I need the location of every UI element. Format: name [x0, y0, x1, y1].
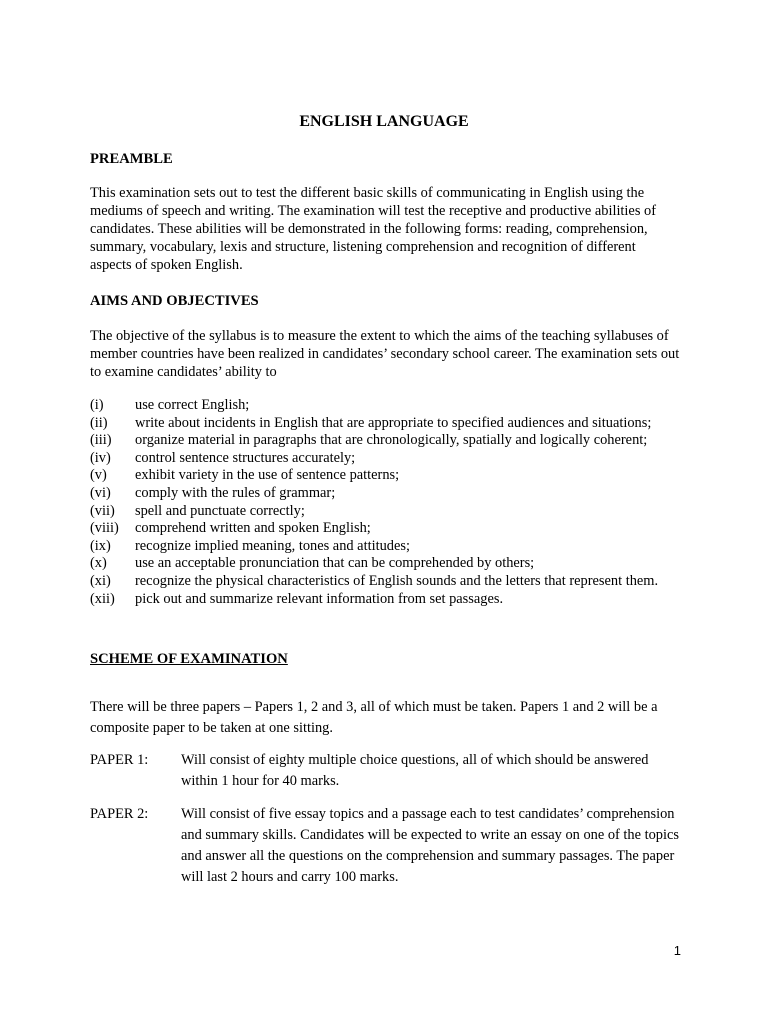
list-item	[90, 415, 680, 433]
list-item-text: comprehend written and spoken English;	[135, 520, 371, 537]
list-item	[90, 467, 680, 485]
list-item	[90, 450, 680, 468]
scheme-section	[90, 650, 680, 888]
list-item-number: (iii)	[90, 432, 112, 449]
list-item	[90, 432, 680, 450]
list-item-number: (ii)	[90, 414, 108, 431]
preamble-text: This examination sets out to test the different basic skills of communicating in English using the mediums of speech and writing. The examination will test the receptive and productive abilities of candidates. These abilities will be demonstrated in the following forms: reading, comprehension, summary, vocabulary, lexis and structure, listening comprehension and recognition of different aspects of spoken English.	[90, 185, 657, 273]
aims-intro: The objective of the syllabus is to measure the extent to which the aims of the teaching syllabuses of member countries have been realized in candidates’ secondary school career. The examination sets out to examine candidates’ ability to	[90, 328, 680, 380]
list-item-number: (viii)	[90, 520, 119, 537]
list-item	[90, 485, 680, 503]
paper-2-text: Will consist of five essay topics and a passage each to test candidates’ comprehension and summary skills. Candidates will be expected to write an essay on one of the topics and answer all the questions on the comprehension and summary passages. The paper will last 2 hours and carry 100 marks.	[181, 806, 679, 885]
list-item	[90, 591, 680, 609]
aims-list	[90, 397, 680, 608]
list-item-text: recognize implied meaning, tones and attitudes;	[135, 537, 410, 554]
list-item-text: control sentence structures accurately;	[135, 449, 356, 466]
list-item-number: (xi)	[90, 572, 111, 589]
paper-2-row	[90, 804, 680, 888]
list-item	[90, 503, 680, 521]
list-item-text: pick out and summarize relevant information from set passages.	[135, 590, 504, 607]
list-item-number: (ix)	[90, 537, 111, 554]
list-item	[90, 397, 680, 415]
list-item	[90, 520, 680, 538]
page-number: 1	[673, 943, 681, 958]
list-item-text: write about incidents in English that are appropriate to specified audiences and situations;	[135, 414, 652, 431]
list-item-number: (i)	[90, 397, 104, 413]
list-item-number: (xii)	[90, 590, 115, 607]
list-item-number: (vii)	[90, 502, 115, 519]
list-item-text: use correct English;	[135, 397, 250, 413]
document-title: ENGLISH LANGUAGE	[299, 113, 469, 130]
paper-2-label: PAPER 2:	[90, 806, 149, 822]
list-item	[90, 573, 680, 591]
list-item-text: use an acceptable pronunciation that can be comprehended by others;	[135, 555, 535, 572]
scheme-heading: SCHEME OF EXAMINATION	[90, 651, 288, 667]
list-item	[90, 538, 680, 556]
paper-1-text: Will consist of eighty multiple choice questions, all of which should be answered within 1 hour for 40 marks.	[181, 752, 649, 789]
preamble-section	[90, 150, 680, 274]
list-item-text: organize material in paragraphs that are chronologically, spatially and logically coherent;	[135, 432, 648, 449]
aims-section	[90, 292, 680, 608]
list-item-number: (vi)	[90, 484, 111, 501]
list-item-text: exhibit variety in the use of sentence patterns;	[135, 467, 400, 484]
list-item-number: (iv)	[90, 449, 111, 466]
list-item	[90, 555, 680, 573]
preamble-heading: PREAMBLE	[90, 151, 173, 167]
scheme-intro: There will be three papers – Papers 1, 2 and 3, all of which must be taken. Papers 1 and 2 will be a composite paper to be taken at one sitting.	[90, 699, 658, 736]
list-item-text: spell and punctuate correctly;	[135, 502, 305, 519]
list-item-text: comply with the rules of grammar;	[135, 484, 336, 501]
list-item-number: (x)	[90, 555, 107, 572]
list-item-number: (v)	[90, 467, 107, 484]
paper-1-row	[90, 750, 680, 792]
list-item-text: recognize the physical characteristics of English sounds and the letters that represent them.	[135, 572, 659, 589]
aims-heading: AIMS AND OBJECTIVES	[90, 293, 259, 309]
paper-1-label: PAPER 1:	[90, 752, 149, 768]
